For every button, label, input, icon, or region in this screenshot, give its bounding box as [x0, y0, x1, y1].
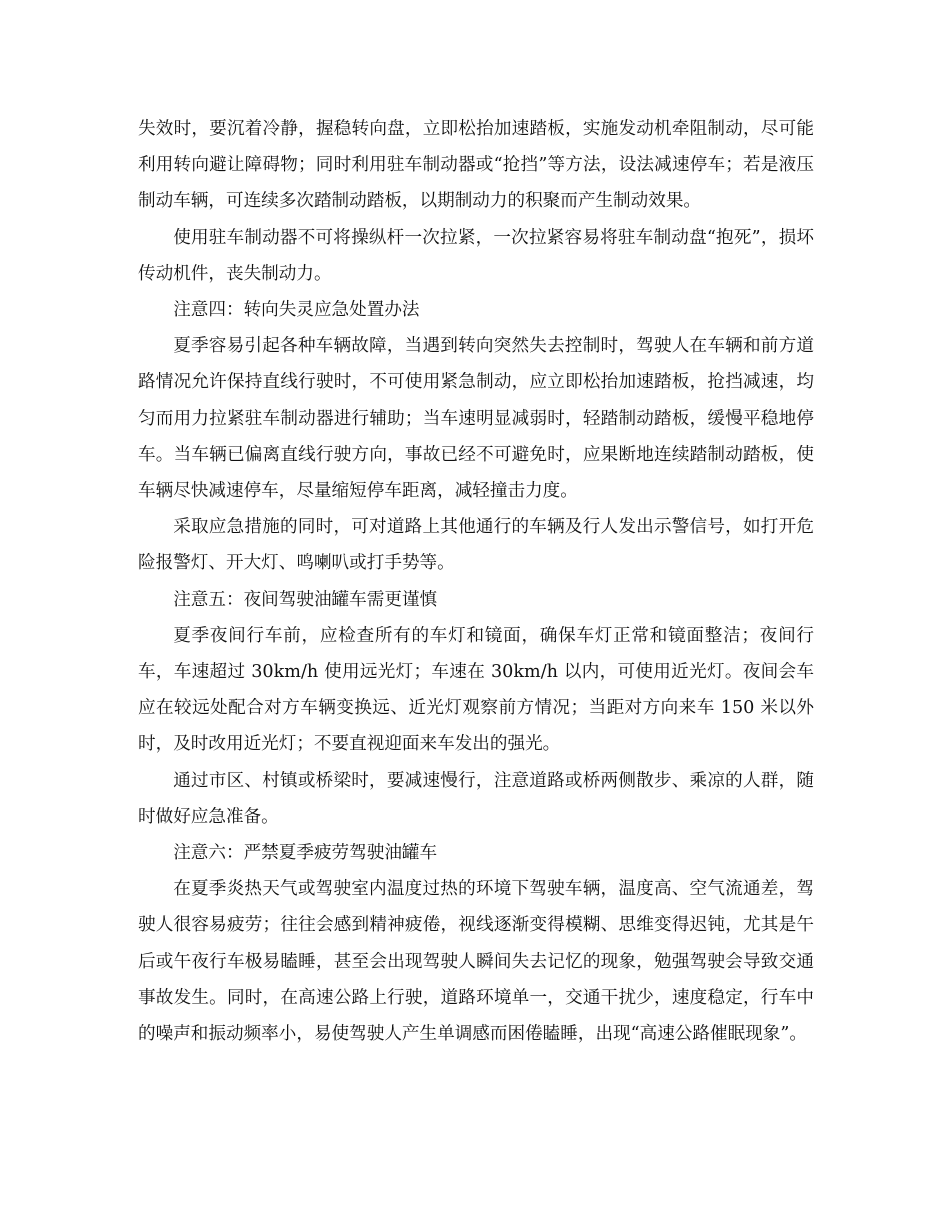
paragraph-fatigue-driving: 在夏季炎热天气或驾驶室内温度过热的环境下驾驶车辆，温度高、空气流通差，驾驶人很容易疲劳；往往会感到精神疲倦，视线逐渐变得模糊、思维变得迟钝，尤其是午后或午夜行车极易瞌睡，甚至会出现驾驶人瞬间失去记忆的现象，勉强驾驶会导致交通事故发生。同时，在高速公路上行驶，道路环境单一，交通干扰少，速度稳定，行车中的噪声和振动频率小，易使驾驶人产生单调感而困倦瞌睡，出现“高速公路催眠现象”。	[138, 879, 814, 1045]
paragraph-braking-failure-continued: 失效时，要沉着冷静，握稳转向盘，立即松抬加速踏板，实施发动机牵阻制动，尽可能利用转向避让障碍物；同时利用驻车制动器或“抢挡”等方法，设法减速停车；若是液压制动车辆，可连续多次踏制动踏板，以期制动力的积聚而产生制动效果。	[138, 119, 814, 212]
document-body	[138, 111, 814, 1052]
paragraph-night-lights: 夏季夜间行车前，应检查所有的车灯和镜面，确保车灯正常和镜面整洁；夜间行车，车速超过 30km/h 使用远光灯；车速在 30km/h 以内，可使用近光灯。夜间会车应在较远处配合对方车辆变换远、近光灯观察前方情况；当距对方向来车 150 米以外时，及时改用近光灯；不要直视迎面来车发出的强光。	[138, 625, 814, 755]
paragraph-urban-bridges: 通过市区、村镇或桥梁时，要减速慢行，注意道路或桥两侧散步、乘凉的人群，随时做好应急准备。	[138, 770, 814, 827]
section-heading-fatigue-driving: 注意六：严禁夏季疲劳驾驶油罐车	[173, 843, 438, 864]
paragraph-parking-brake-caution: 使用驻车制动器不可将操纵杆一次拉紧，一次拉紧容易将驻车制动盘“抱死”，损坏传动机件，丧失制动力。	[138, 227, 814, 284]
paragraph-steering-failure: 夏季容易引起各种车辆故障，当遇到转向突然失去控制时，驾驶人在车辆和前方道路情况允许保持直线行驶时，不可使用紧急制动，应立即松抬加速踏板，抢挡减速，均匀而用力拉紧驻车制动器进行辅助；当车速明显减弱时，轻踏制动踏板，缓慢平稳地停车。当车辆已偏离直线行驶方向，事故已经不可避免时，应果断地连续踏制动踏板，使车辆尽快减速停车，尽量缩短停车距离，减轻撞击力度。	[138, 336, 814, 502]
paragraph-warning-signals: 采取应急措施的同时，可对道路上其他通行的车辆及行人发出示警信号，如打开危险报警灯、开大灯、鸣喇叭或打手势等。	[138, 517, 814, 574]
section-heading-steering-failure: 注意四：转向失灵应急处置办法	[173, 300, 420, 321]
section-heading-night-driving: 注意五：夜间驾驶油罐车需更谨慎	[173, 589, 438, 610]
